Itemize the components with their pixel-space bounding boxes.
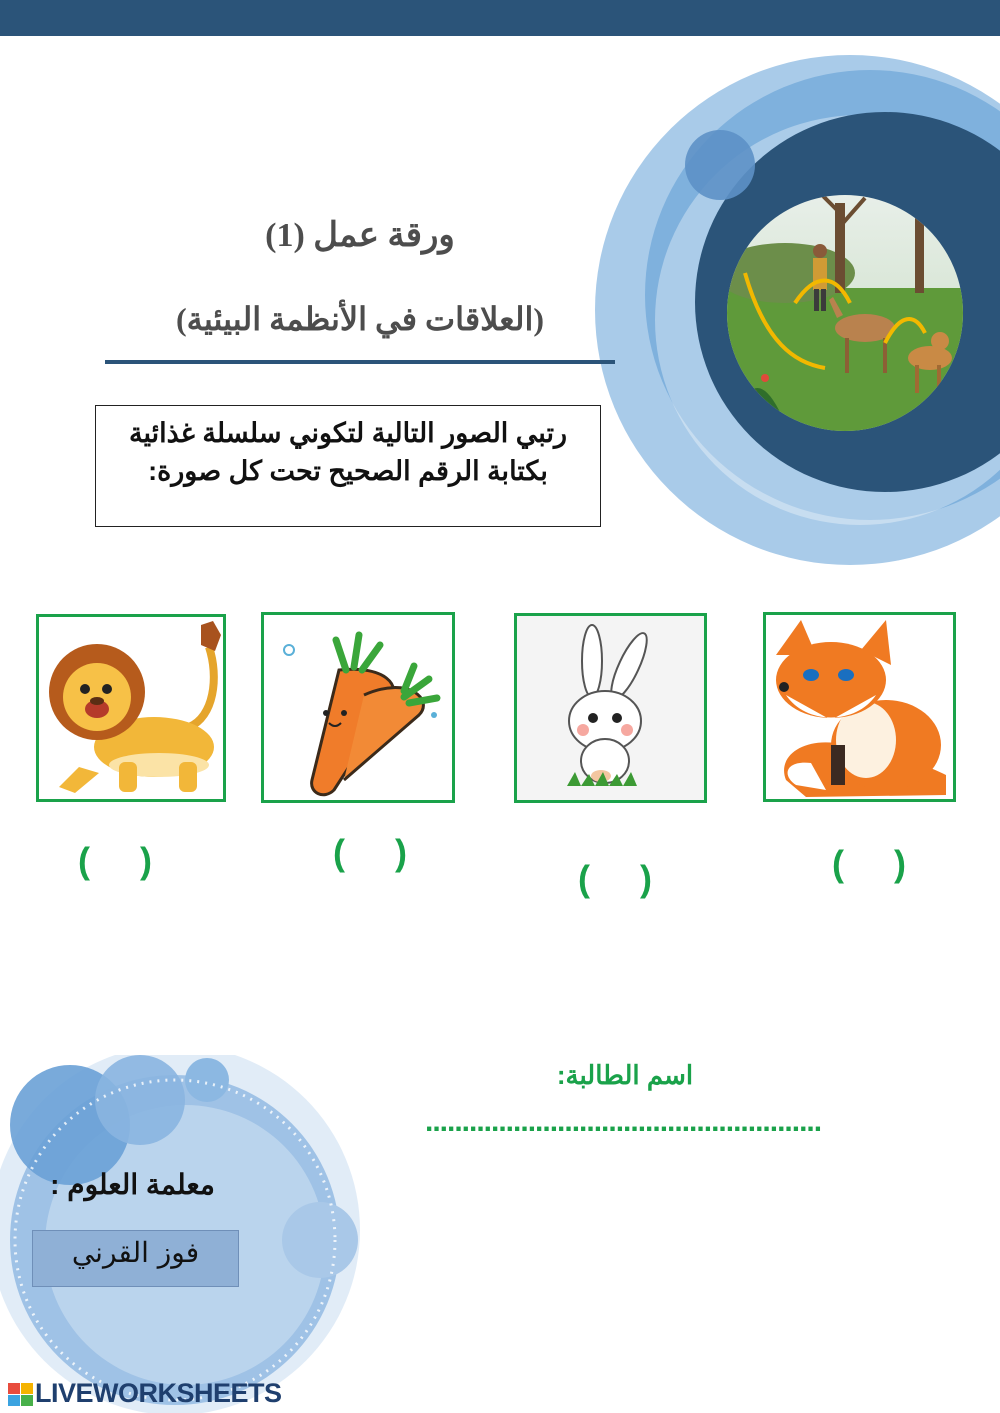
liveworksheets-logo (8, 1378, 282, 1409)
worksheet-title: ورقة عمل (1) (265, 217, 455, 254)
answer-blank-lion[interactable]: ( ) (78, 840, 152, 881)
rabbit-picture (517, 616, 704, 800)
carrot-picture (264, 615, 452, 800)
logo-blocks-icon (8, 1383, 34, 1407)
rabbit-card (514, 613, 707, 803)
teacher-label: معلمة العلوم : (50, 1169, 215, 1200)
lion-card (36, 614, 226, 802)
student-name-label: اسم الطالبة: (556, 1060, 694, 1090)
logo-text: LIVEWORKSHEETS (35, 1378, 282, 1408)
answer-blank-carrot[interactable]: ( ) (333, 832, 407, 873)
instruction-text: رتبي الصور التالية لتكوني سلسلة غذائية بكتابة الرقم الصحيح تحت كل صورة: (128, 418, 568, 486)
lion-picture (39, 617, 223, 799)
student-name-line[interactable]: ...................................................... (425, 1105, 822, 1138)
fox-picture (766, 615, 953, 799)
top-bar (0, 0, 1000, 36)
answer-blank-rabbit[interactable]: ( ) (578, 858, 652, 899)
food-chain-photo (725, 193, 965, 433)
teacher-name: فوز القرني (71, 1236, 200, 1269)
fox-card (763, 612, 956, 802)
answer-blank-fox[interactable]: ( ) (832, 843, 906, 884)
instruction-box (95, 405, 601, 527)
worksheet-subtitle: (العلاقات في الأنظمة البيئية) (176, 301, 544, 337)
title-divider (105, 360, 615, 364)
carrot-card (261, 612, 455, 803)
